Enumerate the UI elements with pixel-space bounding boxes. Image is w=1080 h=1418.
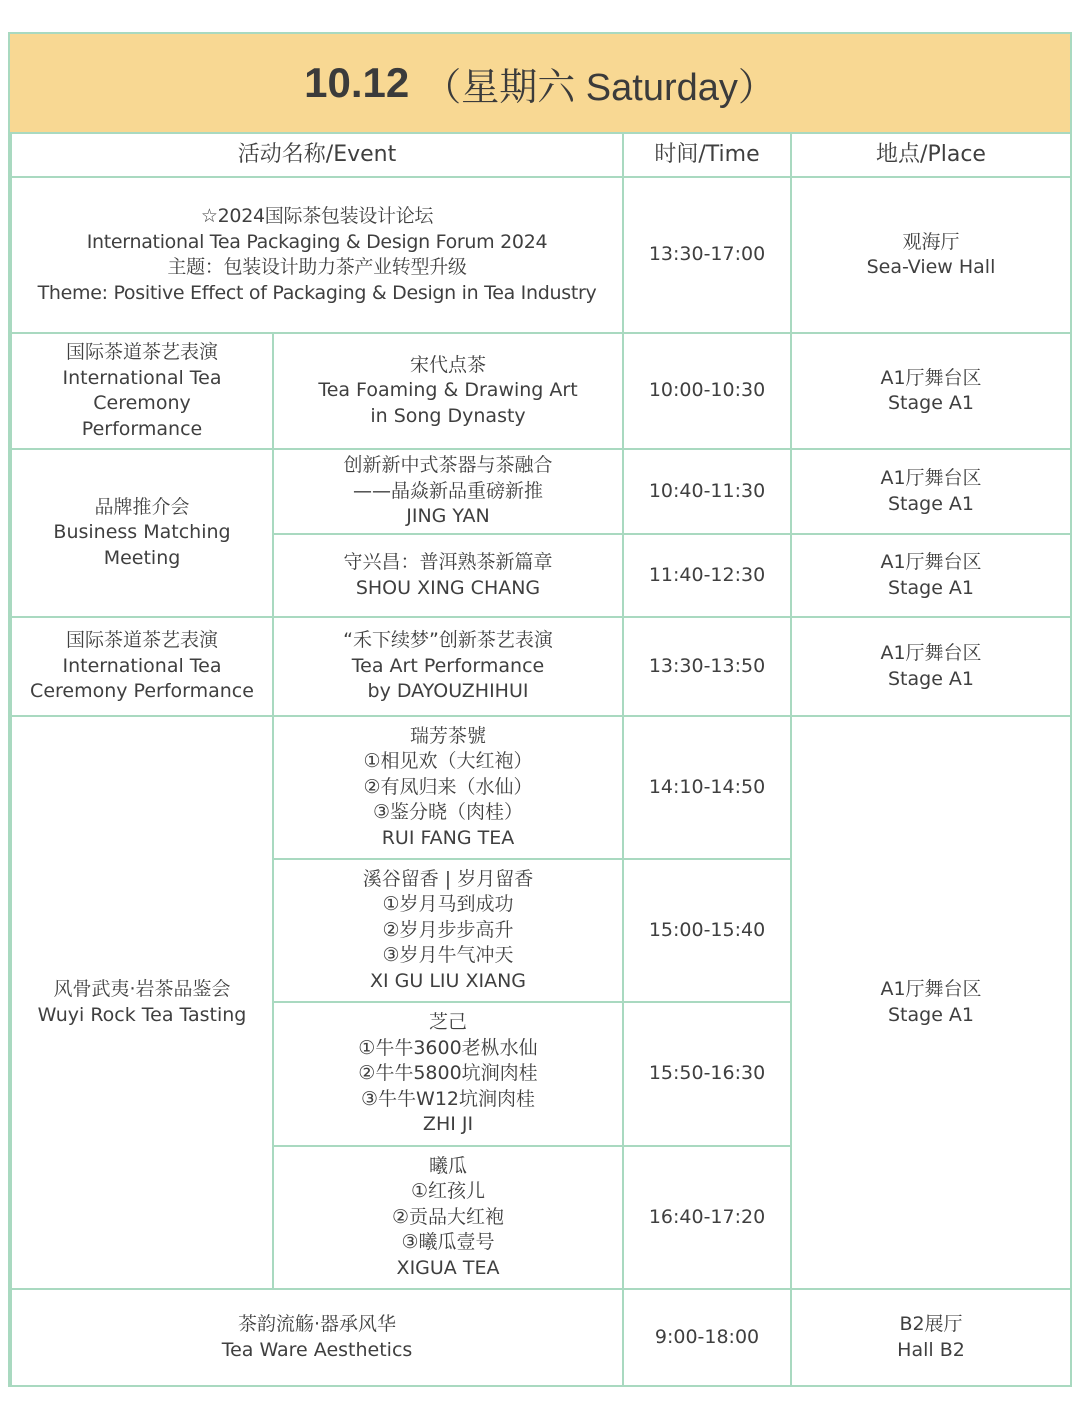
event-line: 茶韵流觞·器承风华 — [237, 1313, 397, 1335]
time-cell: 11:40-12:30 — [623, 534, 791, 617]
column-header-row — [11, 133, 1071, 177]
time-cell: 9:00-18:00 — [623, 1289, 791, 1386]
place-line: A1厅舞台区 — [880, 978, 982, 1000]
place-cell — [791, 534, 1071, 617]
event-line: XI GU LIU XIANG — [369, 969, 527, 992]
event-line: ——晶焱新品重磅新推 — [352, 479, 543, 502]
place-line: A1厅舞台区 — [880, 366, 982, 389]
category-cell — [11, 449, 273, 617]
event-cell — [273, 617, 623, 716]
column-header-event: 活动名称/Event — [11, 133, 623, 177]
category-line: Ceremony Performance — [30, 680, 254, 703]
category-line: Performance — [81, 417, 203, 440]
column-header-place: 地点/Place — [791, 133, 1071, 177]
event-line: ③鉴分晓（肉桂） — [372, 801, 524, 824]
event-line: 主题：包装设计助力茶产业转型升级 — [167, 256, 467, 278]
event-line: ①牛牛3600老枞水仙 — [358, 1036, 538, 1059]
category-line: International Tea — [62, 654, 222, 677]
event-line: Tea Foaming & Drawing Art — [318, 379, 578, 402]
event-cell — [11, 1289, 623, 1386]
time-cell: 15:00-15:40 — [623, 859, 791, 1002]
category-line: International Tea — [62, 366, 222, 389]
event-line: 瑞芳茶號 — [409, 724, 486, 747]
event-cell — [273, 534, 623, 617]
weekday-label: （星期六 Saturday） — [423, 66, 776, 109]
event-line: ①红孩儿 — [410, 1180, 486, 1203]
time-cell: 10:40-11:30 — [623, 449, 791, 534]
table-row-business-1 — [11, 449, 1071, 534]
event-cell — [273, 1146, 623, 1289]
time-cell: 15:50-16:30 — [623, 1002, 791, 1146]
place-cell — [791, 177, 1071, 333]
category-cell — [11, 716, 273, 1289]
event-cell — [273, 716, 623, 859]
event-line: RUI FANG TEA — [381, 826, 515, 849]
category-line: 风骨武夷·岩茶品鉴会 — [53, 978, 231, 1000]
event-line: Tea Ware Aesthetics — [221, 1338, 413, 1361]
place-cell — [791, 716, 1071, 1289]
date-banner — [10, 34, 1070, 134]
time-cell: 13:30-17:00 — [623, 177, 791, 333]
category-line: Wuyi Rock Tea Tasting — [37, 1003, 247, 1026]
event-line: 宋代点茶 — [409, 353, 486, 376]
event-line: ②岁月步步高升 — [382, 918, 514, 941]
event-line: ZHI JI — [422, 1113, 474, 1136]
category-line: 品牌推介会 — [94, 495, 190, 518]
event-line: 芝己 — [428, 1011, 467, 1034]
place-line: A1厅舞台区 — [880, 642, 982, 664]
schedule-frame — [8, 32, 1072, 1387]
event-line: SHOU XING CHANG — [355, 576, 541, 599]
event-line: “禾下续梦”创新茶艺表演 — [343, 629, 553, 652]
event-line: ②贡品大红袍 — [391, 1205, 505, 1228]
table-row-teaware — [11, 1289, 1071, 1386]
event-cell — [273, 449, 623, 534]
category-line: Meeting — [103, 546, 181, 569]
schedule-table — [10, 132, 1072, 1387]
place-line: Stage A1 — [887, 576, 975, 599]
place-line: A1厅舞台区 — [880, 467, 982, 489]
event-line: Tea Art Performance — [351, 654, 545, 677]
event-line: ①相见欢（大红袍） — [363, 750, 533, 773]
table-row-wuyi-1 — [11, 716, 1071, 859]
category-cell — [11, 333, 273, 449]
place-line: 观海厅 — [902, 230, 960, 253]
event-line: ③牛牛W12坑涧肉桂 — [361, 1087, 535, 1110]
event-line: ①岁月马到成功 — [382, 893, 514, 916]
event-line: ②牛牛5800坑涧肉桂 — [358, 1062, 538, 1085]
event-line: 曦瓜 — [428, 1154, 467, 1177]
place-cell — [791, 333, 1071, 449]
event-line: XIGUA TEA — [396, 1256, 500, 1279]
place-line: Stage A1 — [887, 492, 975, 515]
column-header-time: 时间/Time — [623, 133, 791, 177]
event-line: International Tea Packaging & Design Forum 2024 — [86, 230, 548, 253]
time-cell: 16:40-17:20 — [623, 1146, 791, 1289]
place-line: Stage A1 — [887, 392, 975, 414]
category-line: Business Matching — [53, 521, 231, 544]
category-cell — [11, 617, 273, 716]
event-cell — [273, 1002, 623, 1146]
place-cell — [791, 617, 1071, 716]
event-line: 创新新中式茶器与茶融合 — [343, 454, 553, 477]
event-line: by DAYOUZHIHUI — [367, 680, 529, 703]
place-line: Stage A1 — [887, 667, 975, 690]
event-cell — [273, 859, 623, 1002]
event-line: ③曦瓜壹号 — [401, 1231, 495, 1254]
time-cell: 13:30-13:50 — [623, 617, 791, 716]
category-line: 国际茶道茶艺表演 — [65, 629, 218, 652]
place-cell — [791, 449, 1071, 534]
place-line: Sea-View Hall — [866, 256, 996, 278]
event-line: Theme: Positive Effect of Packaging & Design in Tea Industry — [37, 281, 597, 304]
table-row-forum — [11, 177, 1071, 333]
place-line: Stage A1 — [887, 1003, 975, 1026]
event-line: ③岁月牛气冲天 — [382, 944, 514, 967]
place-line: B2展厅 — [899, 1313, 963, 1335]
date-label: 10.12 — [304, 59, 410, 106]
place-line: A1厅舞台区 — [880, 551, 982, 573]
event-cell — [273, 333, 623, 449]
event-line: ②有凤归来（水仙） — [363, 775, 533, 798]
event-line: JING YAN — [406, 505, 490, 528]
event-cell — [11, 177, 623, 333]
category-line: 国际茶道茶艺表演 — [65, 341, 218, 363]
table-row-ceremony-1 — [11, 333, 1071, 449]
event-line: in Song Dynasty — [370, 404, 526, 427]
event-line: 守兴昌：普洱熟茶新篇章 — [343, 551, 553, 573]
time-cell: 14:10-14:50 — [623, 716, 791, 859]
category-line: Ceremony — [93, 392, 191, 414]
event-line: 溪谷留香 | 岁月留香 — [362, 867, 534, 890]
time-cell: 10:00-10:30 — [623, 333, 791, 449]
table-row-ceremony-2 — [11, 617, 1071, 716]
place-line: Hall B2 — [897, 1338, 965, 1361]
place-cell — [791, 1289, 1071, 1386]
event-line: ☆2024国际茶包装设计论坛 — [200, 205, 434, 227]
